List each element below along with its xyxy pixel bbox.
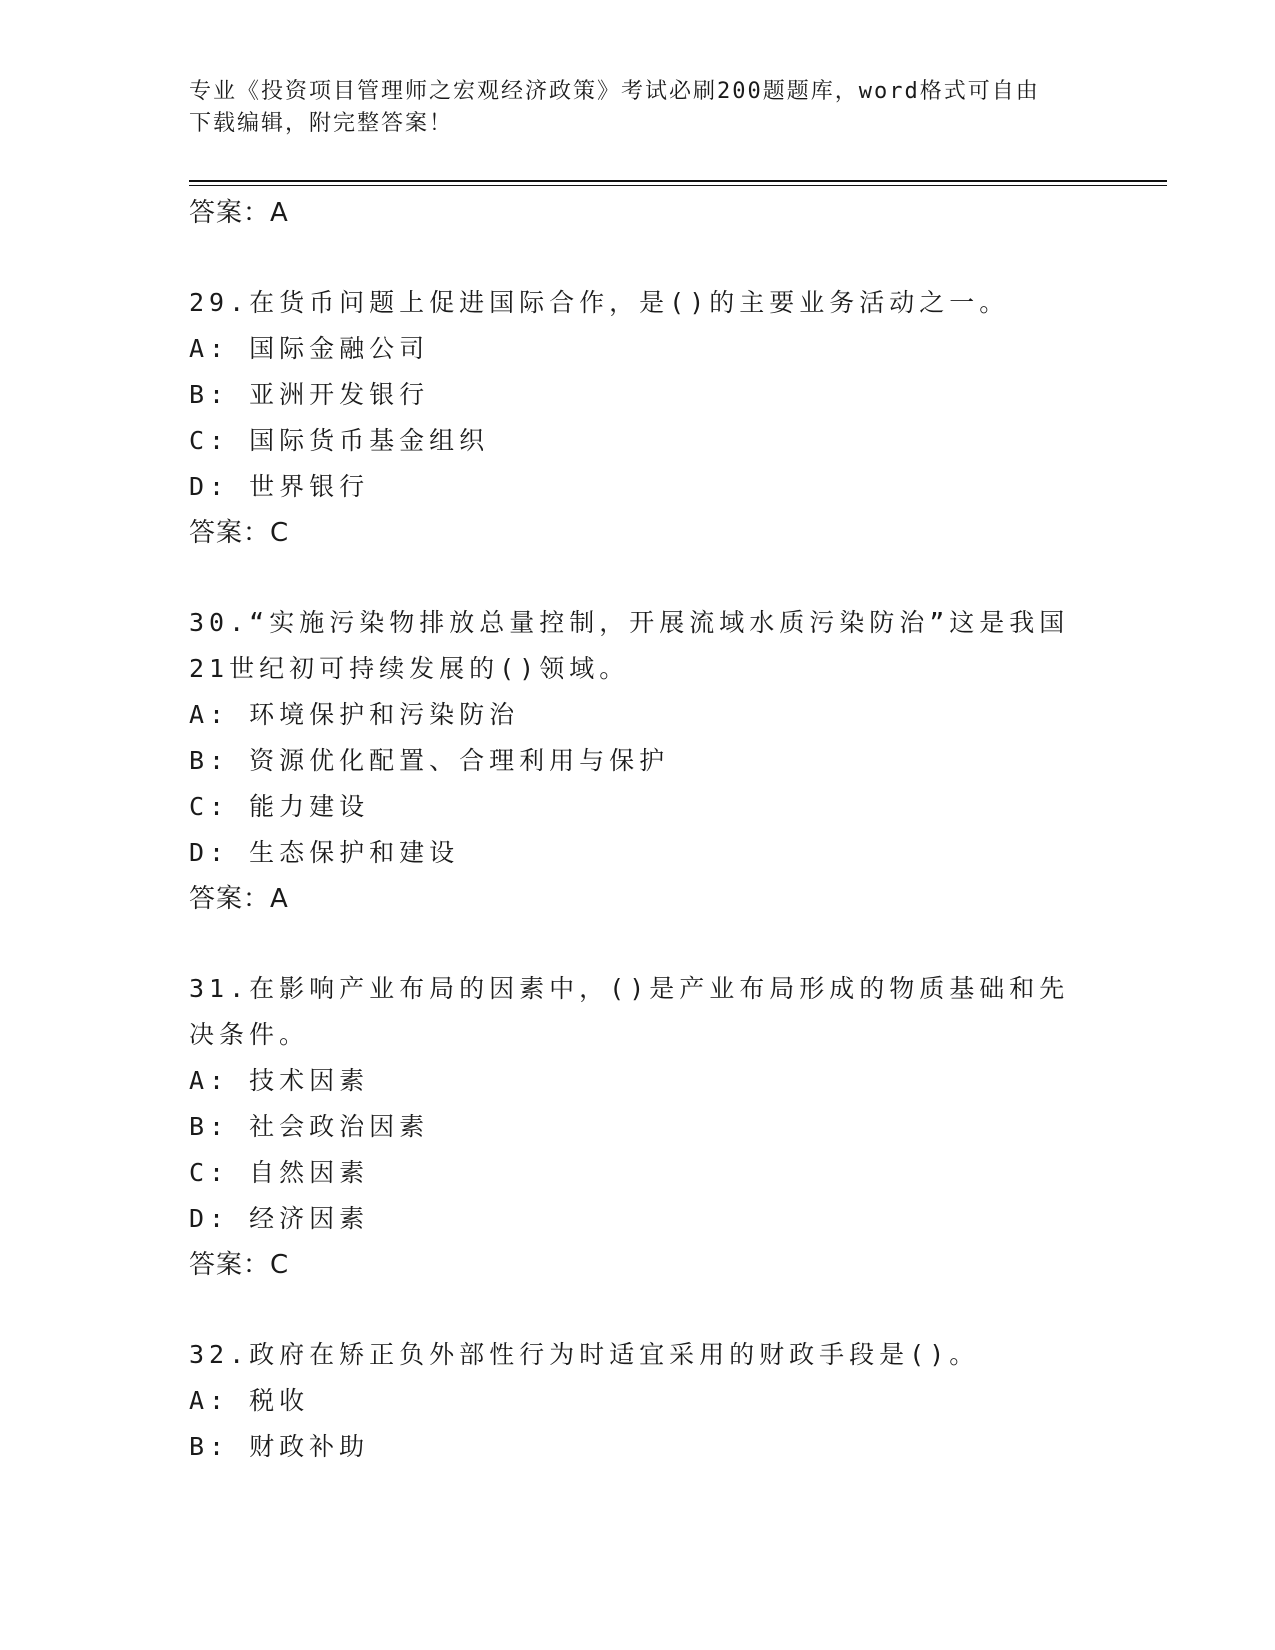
option-a: A: 技术因素 xyxy=(189,1066,370,1095)
question-list xyxy=(189,190,1109,1470)
header-divider-thin xyxy=(189,185,1167,186)
option-a: A: 国际金融公司 xyxy=(189,334,430,363)
header-divider-thick xyxy=(189,180,1167,182)
question-32 xyxy=(189,1332,1109,1470)
answer-label: 答案：C xyxy=(189,1250,290,1280)
option-b: B: 亚洲开发银行 xyxy=(189,380,430,409)
option-a: A: 环境保护和污染防治 xyxy=(189,700,520,729)
question-stem: 29.在货币问题上促进国际合作，是()的主要业务活动之一。 xyxy=(189,288,1010,317)
question-stem: 31.在影响产业布局的因素中，()是产业布局形成的物质基础和先决条件。 xyxy=(189,974,1070,1049)
question-30 xyxy=(189,600,1109,922)
answer-label: 答案：A xyxy=(189,884,289,914)
option-b: B: 社会政治因素 xyxy=(189,1112,430,1141)
answer-label: 答案：A xyxy=(189,198,289,228)
option-a: A: 税收 xyxy=(189,1386,310,1415)
option-b: B: 资源优化配置、合理利用与保护 xyxy=(189,746,670,775)
question-31 xyxy=(189,966,1109,1288)
header-line-2: 下载编辑，附完整答案！ xyxy=(189,111,454,136)
question-stem: 30.“实施污染物排放总量控制，开展流域水质污染防治”这是我国21世纪初可持续发展的()领域。 xyxy=(189,608,1070,683)
option-d: D: 世界银行 xyxy=(189,472,370,501)
header-line-1: 专业《投资项目管理师之宏观经济政策》考试必刷200题题库，word格式可自由 xyxy=(189,79,1040,104)
option-c: C: 自然因素 xyxy=(189,1158,370,1187)
option-c: C: 能力建设 xyxy=(189,792,370,821)
question-stem: 32.政府在矫正负外部性行为时适宜采用的财政手段是()。 xyxy=(189,1340,980,1369)
option-d: D: 生态保护和建设 xyxy=(189,838,460,867)
option-d: D: 经济因素 xyxy=(189,1204,370,1233)
document-header xyxy=(189,76,1089,140)
question-29 xyxy=(189,280,1109,556)
option-b: B: 财政补助 xyxy=(189,1432,370,1461)
answer-label: 答案：C xyxy=(189,518,290,548)
option-c: C: 国际货币基金组织 xyxy=(189,426,490,455)
